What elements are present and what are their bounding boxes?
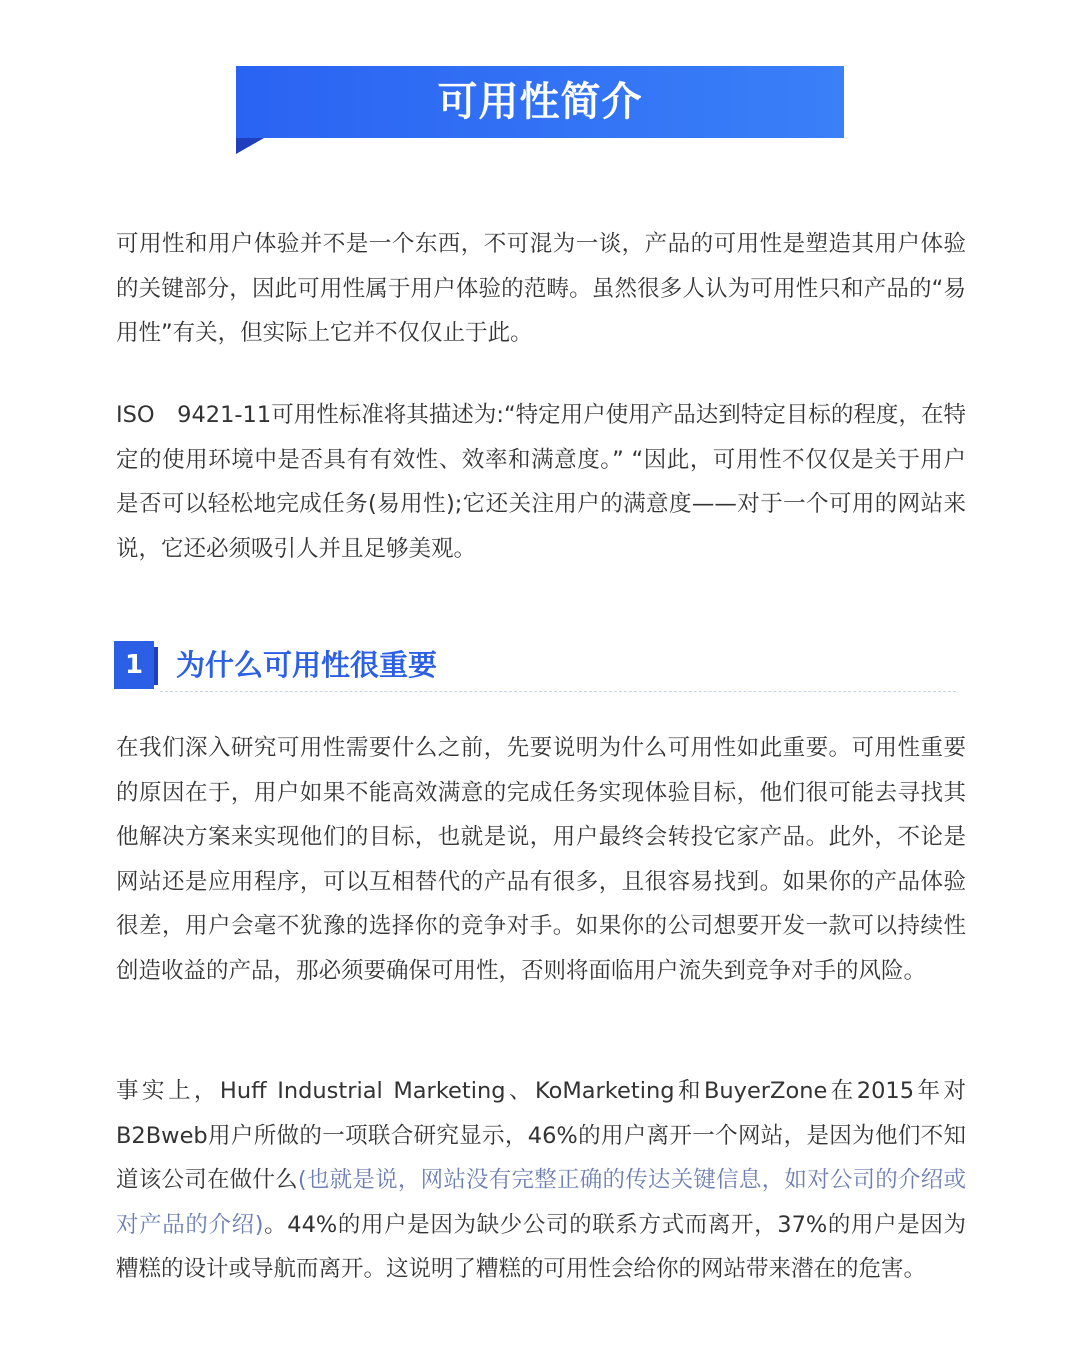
paragraph-text-end: 。44%的用户是因为缺少公司的联系方式而离开，37%的用户是因为糟糕的设计或导航而离开。这说明了糟糕的可用性会给你的网站带来潜在的危害。 [116, 1211, 967, 1282]
section-paragraph-1: 在我们深入研究可用性需要什么之前，先要说明为什么可用性如此重要。可用性重要的原因在于，用户如果不能高效满意的完成任务实现体验目标，他们很可能去寻找其他解决方案来实现他们的目标，也就是说，用户最终会转投它家产品。此外，不论是网站还是应用程序，可以互相替代的产品有很多，且很容易找到。如果你的产品体验很差，用户会毫不犹豫的选择你的竞争对手。如果你的公司想要开发一款可以持续性创造收益的产品，那必须要确保可用性，否则将面临用户流失到竞争对手的风险。 [116, 735, 966, 984]
title-banner [236, 66, 844, 138]
section-divider [160, 691, 956, 692]
paragraph-text-aside: (也就是说，网站没有完整正确的传达关键信息，如对公司的介绍或对产品的介绍) [116, 1167, 966, 1238]
section-paragraph-2 [116, 1069, 966, 1292]
intro-paragraph-2: ISO 9421-11可用性标准将其描述为:“特定用户使用产品达到特定目标的程度，在特定的使用环境中是否具有有效性、效率和满意度。” “因此，可用性不仅仅是关于用户是否可以轻松地完成任务(易用性);它还关注用户的满意度——对于一个可用的网站来说，它还必须吸引人并且足够美观。 [116, 402, 966, 562]
section-number: 1 [124, 650, 144, 680]
page-title: 可用性简介 [437, 79, 643, 125]
section-title: 为什么可用性很重要 [176, 648, 438, 682]
banner-fold-corner [236, 138, 264, 154]
paragraph-text-start: 事实上，Huff Industrial Marketing、KoMarketing和BuyerZone在2015年对B2Bweb用户所做的一项联合研究显示，46%的用户离开一个网站，是因为他们不知道该公司在做什么 [116, 1078, 966, 1193]
section-number-badge [114, 641, 158, 689]
intro-paragraph-1: 可用性和用户体验并不是一个东西，不可混为一谈，产品的可用性是塑造其用户体验的关键部分，因此可用性属于用户体验的范畴。虽然很多人认为可用性只和产品的“易用性”有关，但实际上它并不仅仅止于此。 [116, 231, 966, 346]
